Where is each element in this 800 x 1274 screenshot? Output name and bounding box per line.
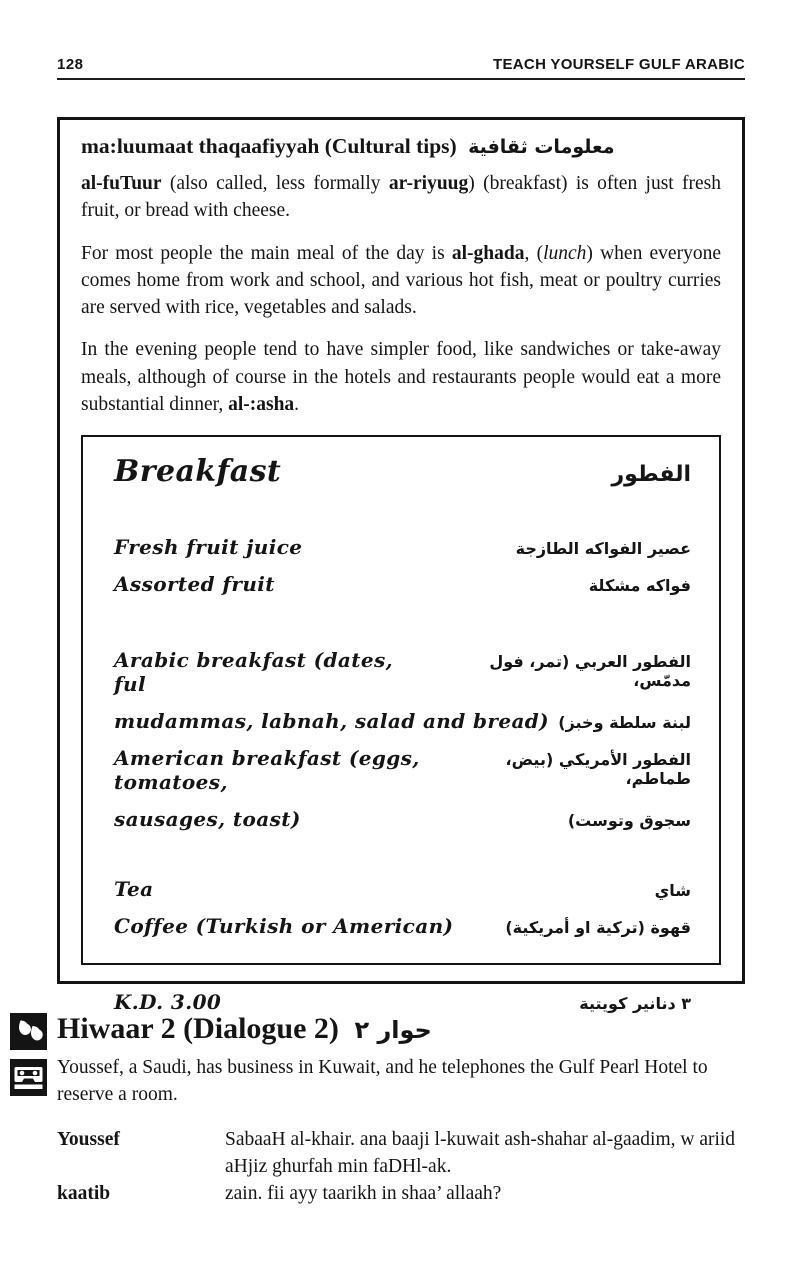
dialogue-line-kaatib (57, 1180, 745, 1207)
dialogue-lines (57, 1126, 745, 1208)
tips-paragraph-1: al-fuTuur (also called, less formally ar-riyuug) (breakfast) is often just fresh fruit, or bread with cheese. (81, 172, 721, 222)
cultural-tips-title-latin: ma:luumaat thaqaafiyyah (Cultural tips) (81, 134, 457, 158)
menu-item-english: Assorted fruit (114, 572, 275, 597)
dialogue-intro: Youssef, a Saudi, has business in Kuwait, and he telephones the Gulf Pearl Hotel to reserve a room. (57, 1057, 708, 1106)
menu-item-arabic: قهوة (تركية او أمريكية) (505, 918, 691, 938)
menu-title-english: Breakfast (114, 454, 282, 490)
page-number: 128 (57, 56, 84, 73)
menu-row-fresh-fruit-juice (114, 535, 691, 559)
breakfast-menu-card (81, 435, 721, 1015)
menu-row-arabic-breakfast-1 (114, 648, 691, 696)
dialogue-heading (57, 1012, 745, 1045)
speaker-name: Youssef (57, 1128, 120, 1150)
menu-title-row (114, 454, 691, 489)
dialogue-line-youssef (57, 1126, 745, 1181)
menu-item-english: American breakfast (eggs, tomatoes, (114, 746, 420, 795)
cultural-tips-title-arabic: معلومات ثقافية (468, 136, 615, 158)
menu-item-english: sausages, toast) (114, 807, 301, 832)
dialogue-heading-latin: Hiwaar 2 (Dialogue 2) (57, 1012, 339, 1045)
double-quote-icon (10, 1013, 47, 1050)
menu-item-arabic: الفطور العربي (تمر، فول مدمّس، (489, 652, 691, 691)
menu-item-arabic: فواكه مشكلة (588, 576, 691, 596)
speaker-text: zain. fii ayy taarikh in shaa’ allaah? (225, 1183, 502, 1205)
menu-item-english: Tea (114, 877, 154, 902)
menu-item-arabic: عصير الفواكه الطازجة (515, 539, 691, 559)
menu-item-arabic: شاي (654, 881, 691, 901)
menu-row-tea (114, 877, 691, 901)
tips-paragraph-3: In the evening people tend to have simpler food, like sandwiches or take-away meals, although of course in the hotels and restaurants people would eat a more substantial dinner, al-:asha. (81, 339, 721, 416)
menu-item-english: Arabic breakfast (dates, ful (114, 648, 394, 697)
menu-row-american-breakfast-2 (114, 807, 691, 831)
cultural-tips-box (57, 117, 745, 1015)
menu-item-arabic: لبنة سلطة وخبز) (558, 713, 691, 733)
menu-item-english: Coffee (Turkish or American) (114, 914, 454, 939)
running-header (57, 56, 745, 80)
menu-row-price (114, 990, 691, 1014)
menu-row-coffee (114, 914, 691, 938)
menu-item-arabic: الفطور الأمريكي (بيض، طماطم، (505, 750, 691, 789)
speaker-text: SabaaH al-khair. ana baaji l-kuwait ash-shahar al-gaadim, w ariid aHjiz ghurfah min faDHl-ak. (225, 1128, 736, 1177)
menu-item-arabic: سجوق وتوست) (567, 811, 691, 831)
dialogue-heading-arabic: حوار ٢ (354, 1016, 432, 1044)
tips-paragraph-2: For most people the main meal of the day is al-ghada, (lunch) when everyone comes home from work and school, and various hot fish, meat or poultry curries are served with rice, vegetables and salads. (81, 242, 721, 319)
dialogue-section (57, 1012, 745, 1207)
menu-price-arabic: ٣ دنانير كويتية (579, 994, 691, 1014)
menu-price-english: K.D. 3.00 (114, 990, 222, 1015)
book-title: TEACH YOURSELF GULF ARABIC (493, 56, 745, 73)
menu-row-arabic-breakfast-2 (114, 709, 691, 733)
menu-item-english: mudammas, labnah, salad and bread) (114, 709, 550, 734)
menu-row-american-breakfast-1 (114, 746, 691, 794)
menu-title-arabic: الفطور (611, 462, 691, 488)
cassette-icon (10, 1059, 47, 1096)
speaker-name: kaatib (57, 1183, 111, 1205)
menu-item-english: Fresh fruit juice (114, 535, 303, 560)
menu-row-assorted-fruit (114, 572, 691, 596)
cultural-tips-title (81, 133, 721, 161)
